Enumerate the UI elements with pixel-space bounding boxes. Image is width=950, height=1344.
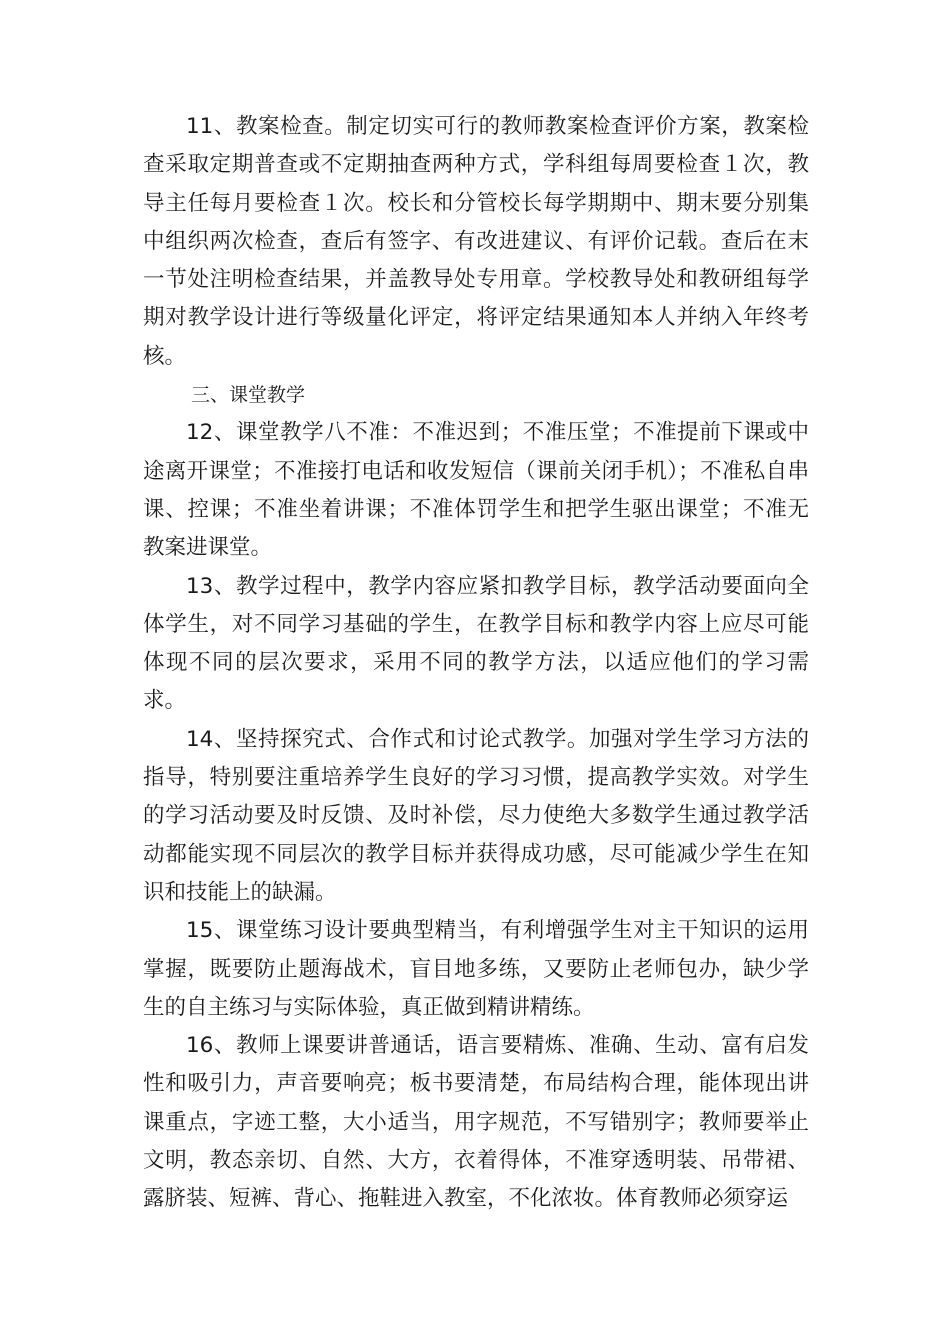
paragraph-12-classroom-rules: 12、课堂教学八不准：不准迟到；不准压堂；不准提前下课或中途离开课堂；不准接打电话和收发短信（课前关闭手机）；不准私自串课、控课；不准坐着讲课；不准体罚学生和把学生驱出课堂；不准无教案进课堂。 <box>143 420 809 561</box>
paragraph-14-inquiry-teaching: 14、坚持探究式、合作式和讨论式教学。加强对学生学习方法的指导，特别要注重培养学生良好的学习习惯，提高教学实效。对学生的学习活动要及时反馈、及时补偿，尽力使绝大多数学生通过教学活动都能实现不同层次的教学目标并获得成功感，尽可能减少学生在知识和技能上的缺漏。 <box>143 726 809 905</box>
paragraph-11-lesson-plan-inspection: 11、教案检查。制定切实可行的教师教案检查评价方案，教案检查采取定期普查或不定期抽查两种方式，学科组每周要检查１次，教导主任每月要检查１次。校长和分管校长每学期期中、期末要分别集中组织两次检查，查后有签字、有改进建议、有评价记载。查后在末一节处注明检查结果，并盖教导处专用章。学校教导处和教研组每学期对教学设计进行等级量化评定，将评定结果通知本人并纳入年终考核。 <box>143 114 809 369</box>
paragraph-13-teaching-process: 13、教学过程中，教学内容应紧扣教学目标，教学活动要面向全体学生，对不同学习基础的学生，在教学目标和教学内容上应尽可能体现不同的层次要求，采用不同的教学方法，以适应他们的学习需求。 <box>143 573 809 714</box>
document-page <box>143 108 809 1219</box>
paragraph-16-teacher-conduct: 16、教师上课要讲普通话，语言要精炼、准确、生动、富有启发性和吸引力，声音要响亮；板书要清楚，布局结构合理，能体现出讲课重点，字迹工整，大小适当，用字规范，不写错别字；教师要举止文明，教态亲切、自然、大方，衣着得体，不准穿透明装、吊带裙、露脐装、短裤、背心、拖鞋进入教室，不化浓妆。体育教师必须穿运 <box>143 1033 809 1212</box>
paragraph-15-classroom-exercises: 15、课堂练习设计要典型精当，有利增强学生对主干知识的运用掌握，既要防止题海战术，盲目地多练，又要防止老师包办，缺少学生的自主练习与实际体验，真正做到精讲精练。 <box>143 918 809 1020</box>
section-heading-classroom-teaching: 三、课堂教学 <box>191 384 306 407</box>
